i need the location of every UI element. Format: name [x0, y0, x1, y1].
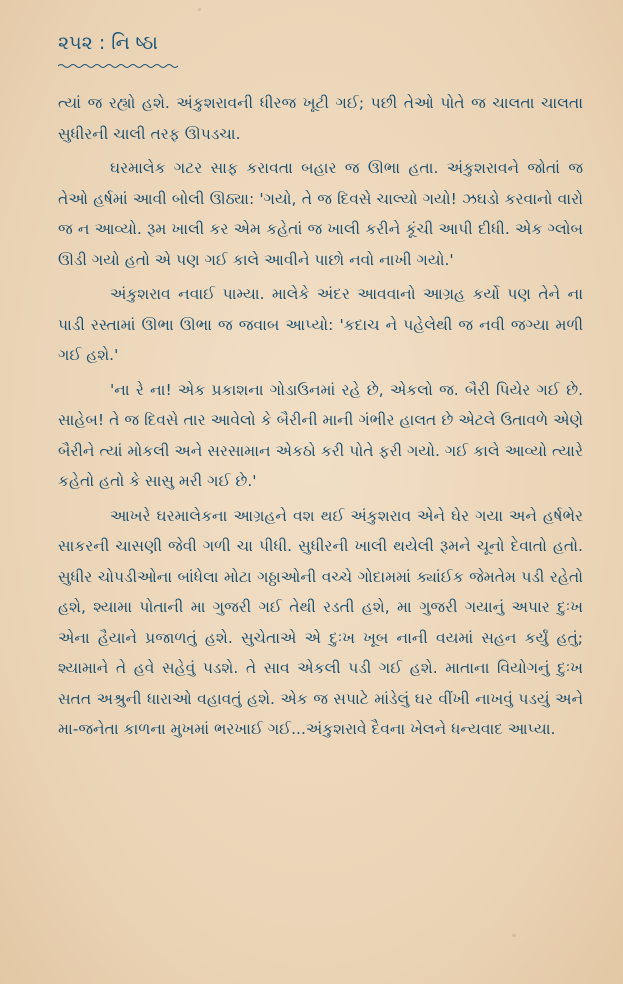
paragraph: ત્યાં જ રહ્યો હશે. અંકુશરાવની ધીરજ ખૂટી ગઈ; પછી તેઓ પોતે જ ચાલતા ચાલતા સુધીરની ચાલી તરફ ઊપડચા. [58, 94, 583, 143]
running-header: ૨૫૨ : નિ ષ્ઠા [58, 32, 158, 54]
paper-speck [198, 8, 201, 11]
paragraph: ઘરમાલેક ગટર સાફ કરાવતા બહાર જ ઊભા હતા. અંકુશરાવને જોતાં જ તેઓ હર્ષમાં આવી બોલી ઊઠ્યા: 'ગયો, તે જ દિવસે ચાલ્યો ગયો! ઝઘડો કરવાનો વારો જ ન આવ્યો. રૂમ ખાલી કર એમ કહેતાં જ ખાલી કરીને કૂંચી આપી દીધી. એક ગ્લોબ ઊડી ગયો હતો એ પણ ગઈ કાલે આવીને પાછો નવો નાખી ગયો.' [58, 159, 583, 269]
page-body [58, 88, 583, 749]
paper-speck [512, 934, 516, 937]
paragraph: 'ના રે ના! એક પ્રકાશના ગોડાઉનમાં રહે છે, એકલો જ. બૈરી પિયેર ગઈ છે. સાહેબ! તે જ દિવસે તાર આવેલો કે બૈરીની માની ગંભીર હાલત છે એટલે ઉતાવળે એણે બૈરીને ત્યાં મોકલી અને સરસામાન એકઠો કરી પોતે ફરી ગયો. ગઈ કાલે આવ્યો ત્યારે કહેતો હતો કે સાસુ મરી ગઈ છે.' [58, 380, 583, 490]
header-wavy-rule [58, 62, 180, 70]
paragraph: અંકુશરાવ નવાઈ પામ્યા. માલેકે અંદર આવવાનો આગ્રહ કર્યો પણ તેને ના પાડી રસ્તામાં ઊભા ઊભા જ જવાબ આપ્યો: 'કદાચ ને પહેલેથી જ નવી જગ્યા મળી ગઈ હશે.' [58, 285, 583, 364]
paragraph: આખરે ઘરમાલેકના આગ્રહને વશ થઈ અંકુશરાવ એને ઘેર ગયા અને હર્ષભેર સાકરની ચાસણી જેવી ગળી ચા પીધી. સુધીરની ખાલી થયેલી રૂમને ચૂનો દેવાતો હતો. સુધીર ચોપડીઓના બાંધેલા મોટા ગઠ્ઠાઓની વચ્ચે ગોદામમાં ક્યાંઈક જેમતેમ પડી રહેતો હશે, શ્યામા પોતાની મા ગુજરી ગઈ તેથી રડતી હશે, મા ગુજરી ગયાનું અપાર દુઃખ એના હૈયાને પ્રજાળતું હશે. સુચેતાએ એ દુઃખ ખૂબ નાની વયમાં સહન કર્યું હતું; શ્યામાને તે હવે સહેવું પડશે. તે સાવ એકલી પડી ગઈ હશે. માતાના વિયોગનું દુઃખ સતત અશ્રુની ધારાઓ વહાવતું હશે. એક જ સપાટે માંડેલું ઘર વીંખી નાખવું પડયું અને મા-જનેતા કાળના મુખમાં ભરખાઈ ગઈ...અંકુશરાવે દૈવના ખેલને ધન્યવાદ આપ્યા. [58, 506, 583, 738]
